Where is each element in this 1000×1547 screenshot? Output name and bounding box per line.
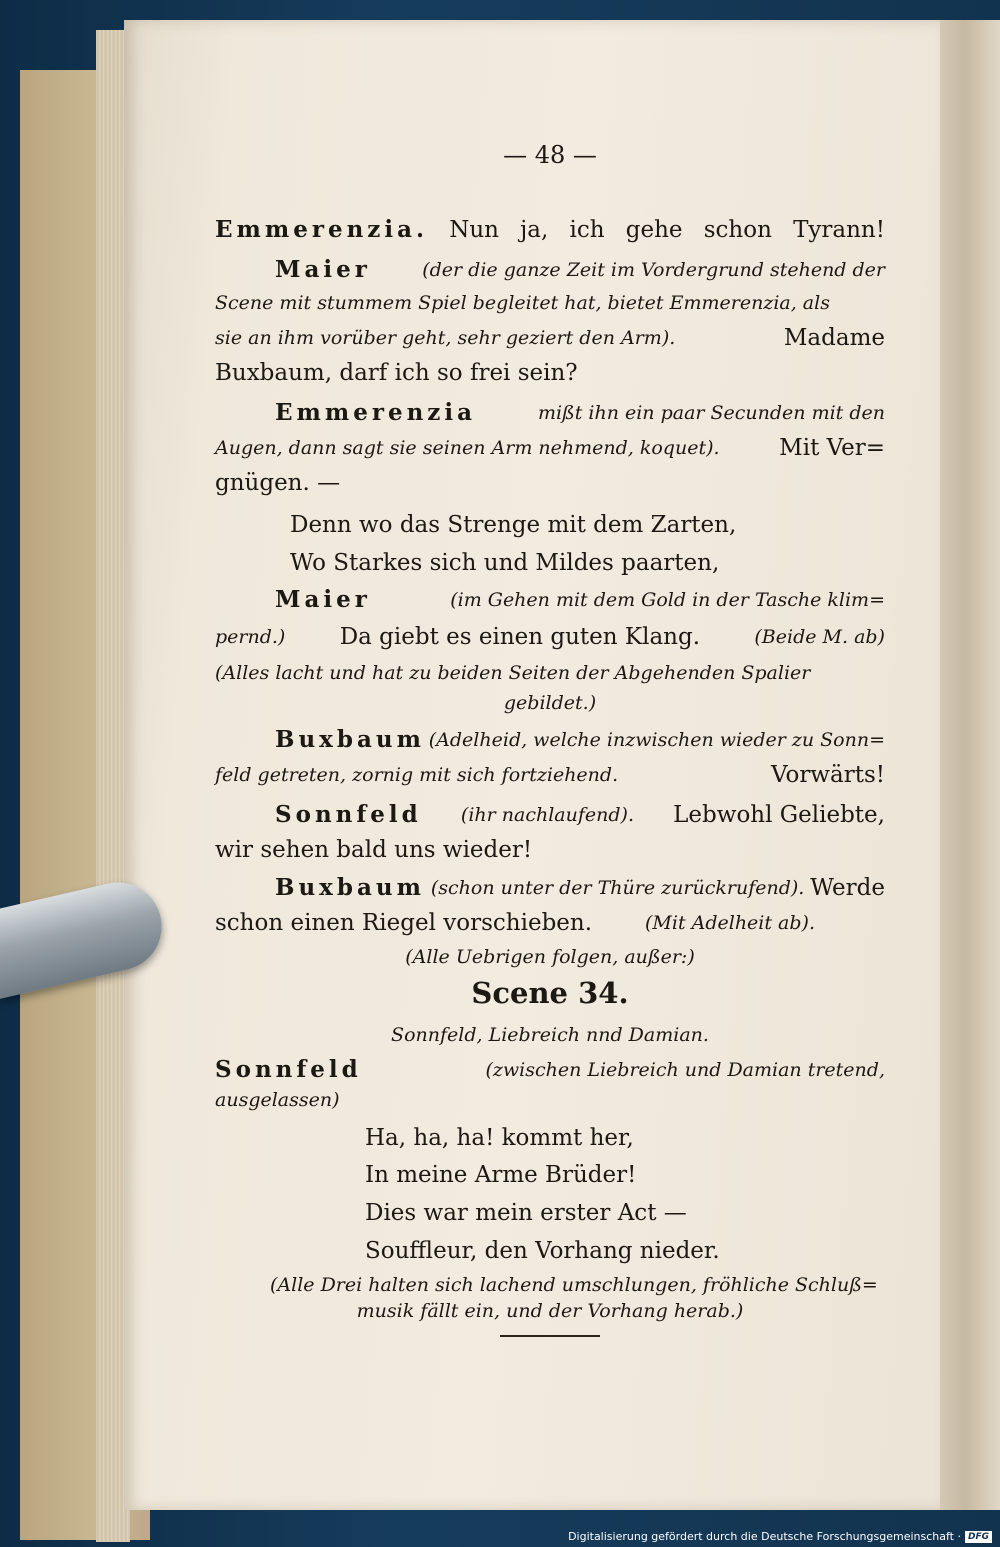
verse-line-5: Dies war mein erster Act — xyxy=(365,1200,687,1226)
scene-characters: Sonnfeld, Liebreich nnd Damian. xyxy=(391,1024,709,1046)
end-rule xyxy=(500,1335,600,1337)
text-line-14: feld getreten, zornig mit sich fortziehend. Vorwärts! xyxy=(215,762,885,788)
text-line-6: Emmerenzia mißt ihn ein paar Secunden mit den xyxy=(275,399,885,426)
text-line-11: (Alles lacht und hat zu beiden Seiten der Abgehenden Spalier xyxy=(215,662,811,684)
text-line-1: Emmerenzia. Nun ja, ich gehe schon Tyrann! xyxy=(215,216,885,243)
page-number: — 48 — xyxy=(503,141,597,169)
verse-line-2: Wo Starkes sich und Mildes paarten, xyxy=(290,550,720,576)
dfg-logo: DFG xyxy=(965,1531,992,1543)
text-line-18: schon einen Riegel vorschieben. (Mit Adelheit ab). xyxy=(215,910,815,936)
text-line-15: Sonnfeld (ihr nachlaufend). Lebwohl Geliebte, xyxy=(275,801,885,828)
text-line-5: Buxbaum, darf ich so frei sein? xyxy=(215,360,578,386)
text-line-9: Maier (im Gehen mit dem Gold in der Tasche klim= xyxy=(275,586,885,613)
text-line-2: Maier (der die ganze Zeit im Vordergrund stehend der xyxy=(275,256,885,283)
verse-line-3: Ha, ha, ha! kommt her, xyxy=(365,1125,634,1151)
text-line-17: Buxbaum (schon unter der Thüre zurückrufend). Werde xyxy=(275,874,885,901)
text-line-20: Sonnfeld (zwischen Liebreich und Damian tretend, xyxy=(215,1056,885,1083)
text-line-19: (Alle Uebrigen folgen, außer:) xyxy=(405,946,695,968)
scan-footer xyxy=(568,1530,992,1543)
text-line-16: wir sehen bald uns wieder! xyxy=(215,837,533,863)
text-line-12: gebildet.) xyxy=(503,692,597,714)
facing-page-edge xyxy=(930,20,1000,1510)
text-line-22: (Alle Drei halten sich lachend umschlungen, fröhliche Schluß= xyxy=(270,1274,878,1296)
verse-line-4: In meine Arme Brüder! xyxy=(365,1162,637,1188)
footer-credit: Digitalisierung gefördert durch die Deutsche Forschungsgemeinschaft · xyxy=(568,1530,961,1543)
text-line-8: gnügen. — xyxy=(215,470,341,496)
text-line-7: Augen, dann sagt sie seinen Arm nehmend, koquet). Mit Ver= xyxy=(215,435,885,461)
verse-line-1: Denn wo das Strenge mit dem Zarten, xyxy=(290,512,737,538)
scene-heading: Scene 34. xyxy=(471,976,629,1010)
text-line-23: musik fällt ein, und der Vorhang herab.) xyxy=(356,1300,744,1322)
text-line-13: Buxbaum (Adelheid, welche inzwischen wieder zu Sonn= xyxy=(275,726,885,753)
text-line-3: Scene mit stummem Spiel begleitet hat, bietet Emmerenzia, als xyxy=(215,292,830,314)
text-line-4: sie an ihm vorüber geht, sehr geziert den Arm). Madame xyxy=(215,325,885,351)
text-line-21: ausgelassen) xyxy=(215,1089,340,1111)
verse-line-6: Souffleur, den Vorhang nieder. xyxy=(365,1238,720,1264)
text-line-10: pernd.) Da giebt es einen guten Klang. (Beide M. ab) xyxy=(215,624,885,650)
